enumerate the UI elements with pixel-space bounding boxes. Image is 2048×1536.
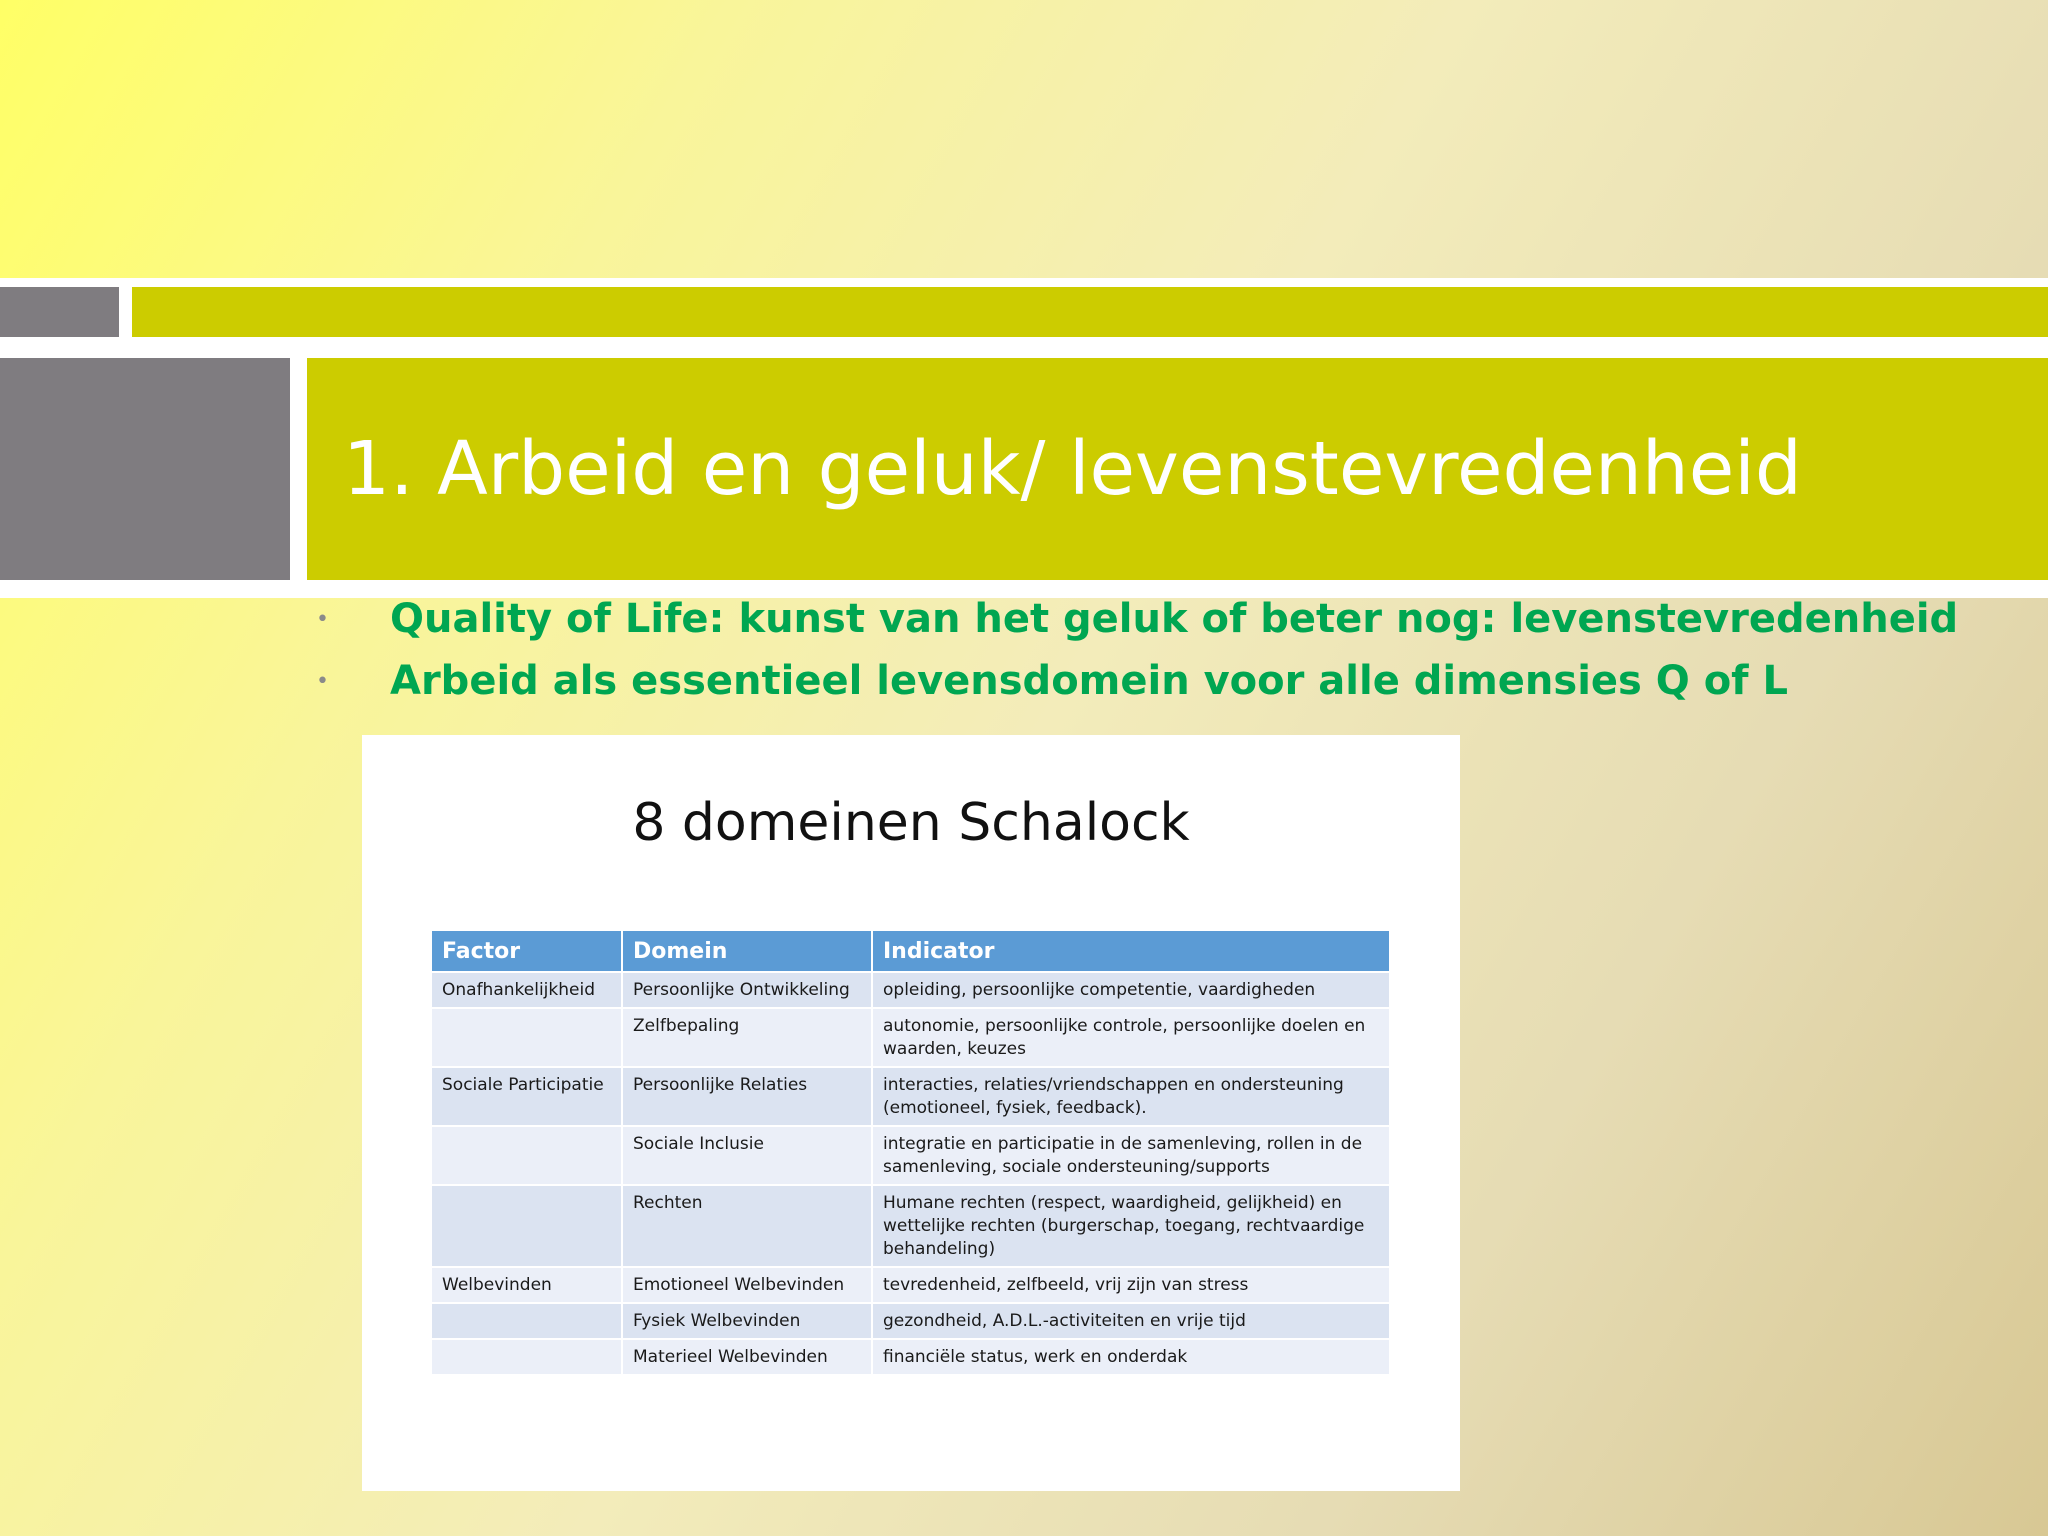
table-row	[432, 972, 1390, 1008]
factor-cell: Welbevinden	[432, 1267, 622, 1303]
table-row	[432, 1067, 1390, 1126]
factor-cell	[432, 1339, 622, 1374]
table-row	[432, 1303, 1390, 1339]
indicator-cell: Humane rechten (respect, waardigheid, gelijkheid) en wettelijke rechten (burgerschap, toegang, rechtvaardige behandeling)	[872, 1185, 1390, 1267]
domein-cell: Emotioneel Welbevinden	[622, 1267, 872, 1303]
accent-gray-block	[0, 358, 290, 580]
figure-title: 8 domeinen Schalock	[632, 793, 1190, 853]
indicator-cell: tevredenheid, zelfbeeld, vrij zijn van stress	[872, 1267, 1390, 1303]
bullet-icon: •	[316, 668, 329, 694]
domein-cell: Persoonlijke Relaties	[622, 1067, 872, 1126]
indicator-cell: interacties, relaties/vriendschappen en ondersteuning (emotioneel, fysiek, feedback).	[872, 1067, 1390, 1126]
indicator-cell: opleiding, persoonlijke competentie, vaardigheden	[872, 972, 1390, 1008]
domein-cell: Rechten	[622, 1185, 872, 1267]
factor-cell	[432, 1303, 622, 1339]
factor-cell: Sociale Participatie	[432, 1067, 622, 1126]
table-row	[432, 1008, 1390, 1067]
factor-cell	[432, 1185, 622, 1267]
domein-cell: Zelfbepaling	[622, 1008, 872, 1067]
table-header-row	[432, 931, 1390, 972]
domein-cell: Persoonlijke Ontwikkeling	[622, 972, 872, 1008]
table-row	[432, 1339, 1390, 1374]
schalock-figure	[362, 735, 1460, 1491]
bullet-list	[310, 588, 2030, 712]
indicator-cell: gezondheid, A.D.L.-activiteiten en vrije tijd	[872, 1303, 1390, 1339]
domein-cell: Materieel Welbevinden	[622, 1339, 872, 1374]
factor-cell	[432, 1008, 622, 1067]
domein-cell: Sociale Inclusie	[622, 1126, 872, 1185]
table-row	[432, 1267, 1390, 1303]
accent-thin-olive-bar	[132, 287, 2048, 337]
indicator-cell: financiële status, werk en onderdak	[872, 1339, 1390, 1374]
column-header-domein: Domein	[622, 931, 872, 972]
indicator-cell: integratie en participatie in de samenleving, rollen in de samenleving, sociale ondersteuning/supports	[872, 1126, 1390, 1185]
title-bar	[307, 358, 2048, 580]
schalock-table	[432, 931, 1391, 1374]
factor-cell	[432, 1126, 622, 1185]
bullet-item	[310, 588, 2030, 650]
factor-cell: Onafhankelijkheid	[432, 972, 622, 1008]
column-header-indicator: Indicator	[872, 931, 1390, 972]
column-header-factor: Factor	[432, 931, 622, 972]
table-row	[432, 1185, 1390, 1267]
bullet-icon: •	[316, 606, 329, 632]
bullet-text: Quality of Life: kunst van het geluk of beter nog: levenstevredenheid	[390, 596, 1959, 642]
table-row	[432, 1126, 1390, 1185]
domein-cell: Fysiek Welbevinden	[622, 1303, 872, 1339]
slide-title: 1. Arbeid en geluk/ levenstevredenheid	[343, 426, 1802, 512]
bullet-item	[310, 650, 2030, 712]
indicator-cell: autonomie, persoonlijke controle, persoonlijke doelen en waarden, keuzes	[872, 1008, 1390, 1067]
bullet-text: Arbeid als essentieel levensdomein voor alle dimensies Q of L	[390, 658, 1788, 704]
accent-thin-gray-block	[0, 287, 119, 337]
